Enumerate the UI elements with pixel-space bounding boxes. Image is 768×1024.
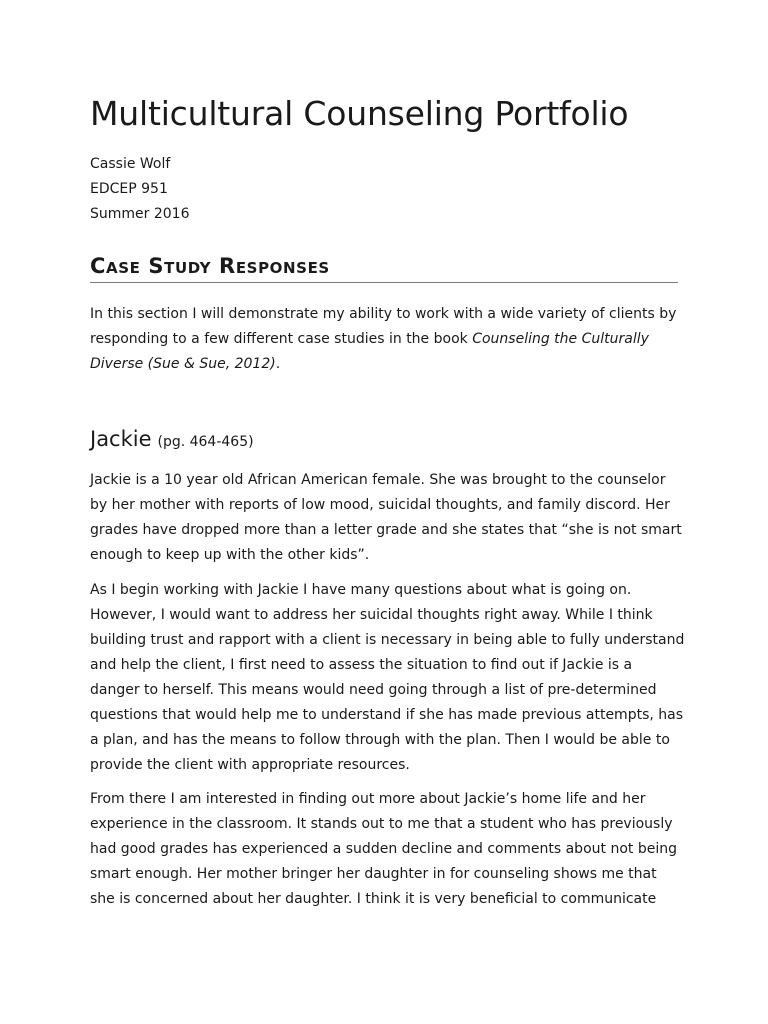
paragraph-line: provide the client with appropriate resources.: [90, 757, 410, 773]
book-citation: Diverse (Sue & Sue, 2012): [90, 356, 276, 372]
case-paragraph: [90, 787, 678, 912]
course-code: EDCEP 951: [90, 181, 168, 197]
case-paragraph: [90, 578, 685, 778]
case-name: Jackie: [90, 427, 152, 451]
book-title: Counseling the Culturally: [472, 331, 649, 347]
intro-period: .: [275, 356, 281, 372]
paragraph-line: From there I am interested in finding out more about Jackie’s home life and her: [90, 791, 646, 807]
paragraph-line: building trust and rapport with a client is necessary in being able to fully understand: [90, 632, 685, 648]
term-label: Summer 2016: [90, 206, 190, 222]
document-title: Multicultural Counseling Portfolio: [90, 94, 629, 133]
section-intro: [90, 302, 678, 377]
case-paragraph: [90, 468, 682, 568]
paragraph-line: enough to keep up with the other kids”.: [90, 547, 370, 563]
document-meta: [90, 152, 189, 227]
paragraph-line: danger to herself. This means would need going through a list of pre-determined: [90, 682, 657, 698]
paragraph-line: by her mother with reports of low mood, suicidal thoughts, and family discord. Her: [90, 497, 670, 513]
paragraph-line: Jackie is a 10 year old African American female. She was brought to the counselor: [90, 472, 666, 488]
paragraph-line: and help the client, I first need to assess the situation to find out if Jackie is a: [90, 657, 633, 673]
paragraph-line: As I begin working with Jackie I have many questions about what is going on.: [90, 582, 632, 598]
paragraph-line: she is concerned about her daughter. I think it is very beneficial to communicate: [90, 891, 657, 907]
paragraph-line: experience in the classroom. It stands out to me that a student who has previously: [90, 816, 673, 832]
paragraph-line: grades have dropped more than a letter grade and she states that “she is not smart: [90, 522, 682, 538]
intro-line: [90, 327, 678, 352]
paragraph-line: had good grades has experienced a sudden decline and comments about not being: [90, 841, 677, 857]
paragraph-line: a plan, and has the means to follow through with the plan. Then I would be able to: [90, 732, 670, 748]
case-heading: [90, 424, 254, 454]
paragraph-line: smart enough. Her mother bringer her daughter in for counseling shows me that: [90, 866, 657, 882]
intro-text: responding to a few different case studies in the book: [90, 331, 473, 347]
paragraph-line: questions that would help me to understand if she has made previous attempts, has: [90, 707, 684, 723]
intro-line: In this section I will demonstrate my ability to work with a wide variety of clients by: [90, 306, 677, 322]
paragraph-line: However, I would want to address her suicidal thoughts right away. While I think: [90, 607, 653, 623]
case-pages: (pg. 464-465): [157, 434, 254, 450]
intro-line: [90, 352, 678, 377]
section-heading: Case Study Responses: [90, 252, 678, 283]
author-name: Cassie Wolf: [90, 156, 171, 172]
